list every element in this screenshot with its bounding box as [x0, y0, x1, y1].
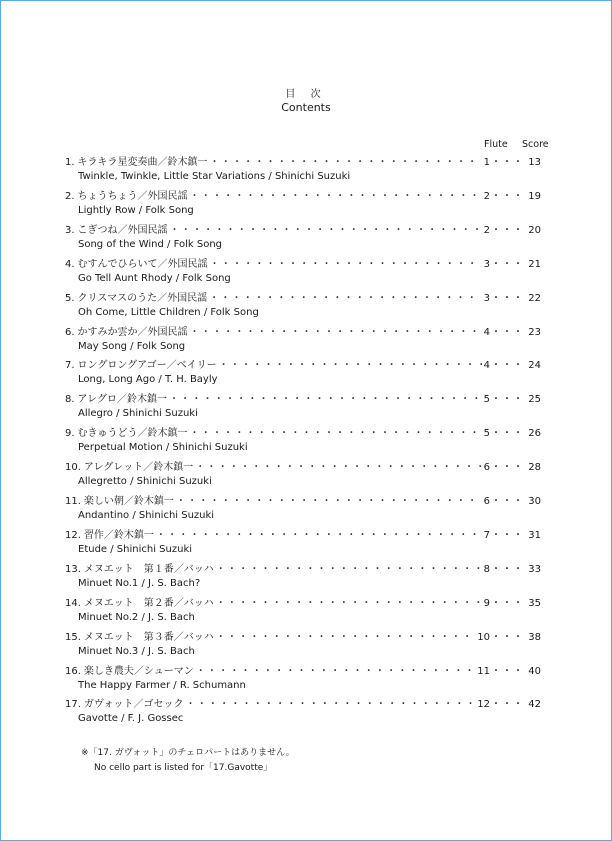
dot-leader [196, 666, 476, 678]
toc-entry-title-en: Minuet No.1 / J. S. Bach? [78, 577, 201, 589]
toc-entry [1, 191, 611, 225]
toc-entry-title-en: Allegro / Shinichi Suzuki [78, 408, 198, 420]
dot-leader [195, 462, 481, 474]
toc-entry-score-page: 33 [528, 563, 541, 575]
toc-entry-title-jp: メヌエット 第２番／バッハ [83, 597, 214, 609]
toc-entry-title-jp: ロングロングアゴー／ベイリー [77, 360, 217, 372]
toc-entry [1, 428, 611, 462]
toc-entry-title-jp: ガヴォット／ゴセック [83, 699, 184, 711]
footnote-jp: ※「17. ガヴォット」のチェロパートはありません。 [81, 748, 295, 758]
footnote-en: No cello part is listed for「17.Gavotte」 [94, 763, 273, 773]
toc-entry-title-en: Lightly Row / Folk Song [78, 204, 194, 216]
dot-separator: ・・・ [491, 157, 524, 168]
toc-entry [1, 462, 611, 496]
toc-entry [1, 598, 611, 632]
toc-entry-score-page: 42 [528, 699, 541, 711]
dot-separator: ・・・ [491, 631, 524, 643]
toc-entry-score-page: 31 [528, 529, 541, 541]
toc-entry-title-jp: メヌエット 第３番／バッハ [83, 631, 214, 643]
toc-entry-line [65, 394, 541, 406]
toc-entry-flute-page: 6 [483, 496, 490, 507]
dot-leader [190, 191, 482, 203]
dot-separator: ・・・ [491, 428, 524, 440]
toc-entry-title-en: May Song / Folk Song [78, 340, 186, 352]
toc-entry-line [65, 564, 541, 576]
toc-entry-flute-page: 6 [483, 462, 490, 474]
dot-separator: ・・・ [491, 360, 524, 372]
toc-entry-title-en: Etude / Shinichi Suzuki [78, 543, 193, 555]
toc-entry-title-jp: キラキラ星変奏曲／鈴木鎮一 [77, 157, 208, 168]
toc-entry [1, 293, 611, 327]
toc-entry-title-jp: 楽しき農夫／シューマン [83, 665, 194, 677]
toc-entry-title-en: Minuet No.3 / J. S. Bach [78, 645, 195, 657]
toc-entry-title-en: The Happy Farmer / R. Schumann [78, 679, 246, 691]
dot-leader [216, 598, 482, 610]
toc-entry-flute-page: 12 [477, 699, 490, 711]
toc-entry-flute-page: 1 [483, 157, 490, 168]
toc-entry [1, 530, 611, 564]
dot-leader [186, 699, 476, 711]
column-header-score: Score [522, 139, 549, 150]
dot-leader [210, 157, 482, 169]
dot-separator: ・・・ [491, 529, 524, 541]
toc-entry-flute-page: 10 [477, 631, 490, 643]
toc-entry-score-page: 38 [528, 631, 541, 643]
toc-entry-title-en: Perpetual Motion / Shinichi Suzuki [78, 442, 248, 454]
toc-entry-number: 16. [65, 665, 81, 677]
dot-leader [210, 259, 482, 271]
dot-separator: ・・・ [491, 190, 524, 202]
toc-entry-flute-page: 5 [483, 428, 490, 440]
toc-entry-flute-page: 4 [483, 360, 490, 372]
dot-leader [170, 225, 482, 237]
toc-entry-line [65, 699, 541, 711]
dot-separator: ・・・ [491, 258, 524, 270]
dot-separator: ・・・ [491, 597, 524, 609]
toc-entry-number: 17. [65, 699, 81, 711]
toc-entry-number: 11. [65, 496, 81, 507]
toc-entry-title-en: Song of the Wind / Folk Song [78, 238, 223, 250]
toc-entry-number: 7. [65, 360, 75, 372]
toc-entry-score-page: 26 [528, 428, 541, 440]
toc-entry-title-jp: メヌエット 第１番／バッハ [83, 563, 214, 575]
toc-entry-title-jp: ちょうちょう／外国民謡 [77, 190, 188, 202]
toc-entry-number: 14. [65, 597, 81, 609]
toc-entry-number: 3. [65, 224, 75, 236]
toc-entry [1, 564, 611, 598]
toc-entry-title-jp: 習作／鈴木鎮一 [83, 529, 154, 541]
toc-entry-score-page: 25 [528, 394, 541, 406]
toc-entry-title-jp: アレグロ／鈴木鎮一 [77, 394, 167, 406]
toc-entry-title-en: Long, Long Ago / T. H. Bayly [78, 374, 218, 386]
toc-entry [1, 259, 611, 293]
toc-entry-score-page: 24 [528, 360, 541, 372]
toc-entry-score-page: 23 [528, 326, 541, 338]
toc-entry-line [65, 293, 541, 305]
toc-entry-number: 13. [65, 563, 81, 575]
toc-entry-title-en: Go Tell Aunt Rhody / Folk Song [78, 272, 231, 284]
toc-entry-title-jp: クリスマスのうた／外国民謡 [77, 292, 208, 304]
toc-entry [1, 496, 611, 530]
toc-entry [1, 666, 611, 700]
toc-entry-title-en: Oh Come, Little Children / Folk Song [78, 306, 259, 318]
toc-entry-number: 2. [65, 190, 75, 202]
dot-leader [156, 530, 482, 542]
toc-entry-score-page: 19 [528, 190, 541, 202]
toc-entry-flute-page: 3 [483, 258, 490, 270]
toc-entry-line [65, 157, 541, 169]
toc-entry-score-page: 28 [528, 462, 541, 474]
toc-entry [1, 360, 611, 394]
toc-entry-flute-page: 2 [483, 190, 490, 202]
dot-leader [190, 327, 482, 339]
dot-leader [216, 632, 476, 644]
dot-leader [190, 428, 482, 440]
toc-entry-line [65, 327, 541, 339]
toc-entry-title-en: Allegretto / Shinichi Suzuki [78, 476, 212, 488]
toc-entry-number: 4. [65, 258, 75, 270]
toc-entry-title-jp: むきゅうどう／鈴木鎮一 [77, 428, 188, 440]
toc-entry-line [65, 225, 541, 237]
toc-entry-score-page: 22 [528, 292, 541, 304]
dot-leader [216, 564, 482, 576]
dot-separator: ・・・ [491, 394, 524, 406]
toc-entry-title-jp: アレグレット／鈴木鎮一 [83, 462, 194, 474]
toc-entry-number: 8. [65, 394, 75, 406]
toc-entry [1, 327, 611, 361]
dot-separator: ・・・ [491, 496, 524, 507]
toc-entry-line [65, 360, 541, 372]
toc-entry-score-page: 20 [528, 224, 541, 236]
toc-entry-flute-page: 11 [477, 665, 490, 677]
toc-entry-line [65, 259, 541, 271]
toc-entry-score-page: 40 [528, 665, 541, 677]
toc-entry-number: 10. [65, 462, 81, 474]
toc-entry-line [65, 428, 541, 440]
toc-entry-flute-page: 7 [483, 529, 490, 541]
dot-leader [169, 394, 482, 406]
toc-entry-flute-page: 2 [483, 224, 490, 236]
toc-entry-title-en: Minuet No.2 / J. S. Bach [78, 611, 195, 623]
toc-entry [1, 225, 611, 259]
toc-entry [1, 632, 611, 666]
dot-separator: ・・・ [491, 224, 524, 236]
toc-entry-number: 6. [65, 326, 75, 338]
dot-separator: ・・・ [491, 292, 524, 304]
toc-entry-number: 1. [65, 157, 75, 168]
toc-entry-number: 5. [65, 292, 75, 304]
toc-entry-line [65, 462, 541, 474]
dot-separator: ・・・ [491, 665, 524, 677]
toc-entry-flute-page: 8 [483, 563, 490, 575]
toc-entry-line [65, 530, 541, 542]
toc-entry-title-en: Gavotte / F. J. Gossec [78, 713, 184, 725]
toc-entry-title-en: Andantino / Shinichi Suzuki [78, 510, 215, 521]
toc-entry-number: 15. [65, 631, 81, 643]
page-title-jp: 目 次 [285, 89, 327, 100]
toc-entry-title-jp: 楽しい朝／鈴木鎮一 [83, 496, 174, 507]
toc-entry-number: 9. [65, 428, 75, 440]
dot-leader [176, 496, 482, 508]
toc-entry-flute-page: 9 [483, 597, 490, 609]
dot-separator: ・・・ [491, 326, 524, 338]
toc-entry-title-jp: かすみか雲か／外国民謡 [77, 326, 188, 338]
toc-entry-flute-page: 4 [483, 326, 490, 338]
toc-entry-score-page: 13 [528, 157, 541, 168]
toc-entry-line [65, 666, 541, 678]
toc-entry-title-en: Twinkle, Twinkle, Little Star Variations / Shinichi Suzuki [78, 171, 351, 182]
toc-entry [1, 394, 611, 428]
toc-entry-flute-page: 5 [483, 394, 490, 406]
toc-entry-line [65, 496, 541, 508]
column-header-flute: Flute [484, 139, 508, 150]
toc-entry-title-jp: こぎつね／外国民謡 [77, 224, 168, 236]
toc-entry [1, 157, 611, 191]
dot-separator: ・・・ [491, 563, 524, 575]
toc-entry-number: 12. [65, 529, 81, 541]
toc-entry-score-page: 21 [528, 258, 541, 270]
toc-entry-score-page: 30 [528, 496, 541, 507]
toc-entry-title-jp: むすんでひらいて／外国民謡 [77, 258, 208, 270]
toc-entry-flute-page: 3 [483, 292, 490, 304]
dot-leader [219, 360, 482, 372]
dot-separator: ・・・ [491, 462, 524, 474]
toc-entry [1, 699, 611, 733]
page-title-en: Contents [281, 101, 331, 114]
dot-leader [209, 293, 481, 305]
dot-separator: ・・・ [491, 699, 524, 711]
toc-entry-score-page: 35 [528, 597, 541, 609]
toc-entry-line [65, 632, 541, 644]
toc-entry-line [65, 191, 541, 203]
toc-entry-line [65, 598, 541, 610]
